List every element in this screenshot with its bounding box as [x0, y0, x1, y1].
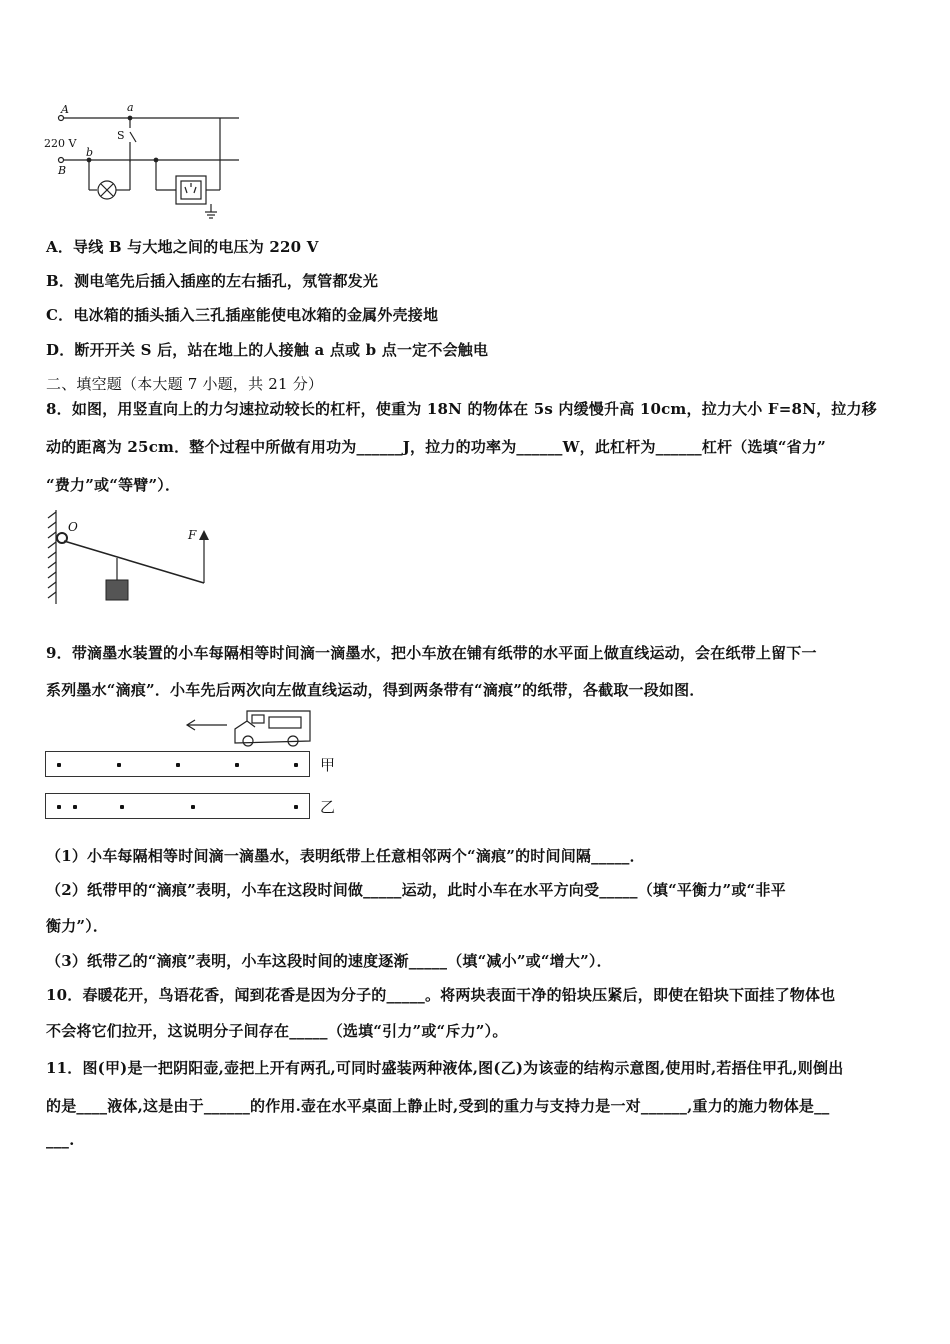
- drip-mark: [235, 763, 239, 767]
- drip-mark: [57, 805, 61, 809]
- q8-line-2: 动的距离为 25cm．整个过程中所做有用功为______J，拉力的功率为______W，此杠杆为______杠杆（选填“省力”: [46, 438, 826, 456]
- circuit-diagram: [44, 100, 244, 220]
- q9-sub-2b: 衡力”）．: [46, 917, 109, 935]
- tape-yi: [45, 793, 310, 819]
- label-F: F: [188, 528, 197, 542]
- drip-mark: [57, 763, 61, 767]
- label-voltage: 220 V: [44, 137, 77, 150]
- tape-yi-label: 乙: [320, 798, 336, 816]
- q9-sub-1: （1）小车每隔相等时间滴一滴墨水，表明纸带上任意相邻两个“滴痕”的时间间隔_____．: [46, 847, 645, 865]
- drip-mark: [191, 805, 195, 809]
- label-S: S: [117, 129, 125, 142]
- label-O: O: [68, 520, 78, 534]
- q7-option-b: B．测电笔先后插入插座的左右插孔，氖管都发光: [46, 272, 379, 290]
- q7-option-d: D．断开开关 S 后，站在地上的人接触 a 点或 b 点一定不会触电: [46, 341, 489, 359]
- q7-option-a: A．导线 B 与大地之间的电压为 220 V: [46, 238, 319, 256]
- label-a: a: [127, 101, 134, 114]
- circuit-drawing: [44, 100, 244, 220]
- drip-mark: [176, 763, 180, 767]
- q11-line-1: 11．图(甲)是一把阴阳壶,壶把上开有两孔,可同时盛装两种液体,图(乙)为该壶的结构示意图,使用时,若捂住甲孔,则倒出: [46, 1059, 844, 1077]
- q7-option-c: C．电冰箱的插头插入三孔插座能使电冰箱的金属外壳接地: [46, 306, 439, 324]
- q8-line-1: 8．如图，用竖直向上的力匀速拉动较长的杠杆，使重为 18N 的物体在 5s 内缓慢升高 10cm，拉力大小 F=8N，拉力移: [46, 400, 877, 418]
- drip-mark: [73, 805, 77, 809]
- q9-line-1: 9．带滴墨水装置的小车每隔相等时间滴一滴墨水，把小车放在铺有纸带的水平面上做直线运动，会在纸带上留下一: [46, 644, 817, 662]
- drip-mark: [294, 805, 298, 809]
- q11-line-2: 的是____液体,这是由于______的作用.壶在水平桌面上静止时,受到的重力与支持力是一对______,重力的施力物体是__: [46, 1097, 830, 1115]
- lever-figure: [44, 508, 219, 608]
- tape-jia: [45, 751, 310, 777]
- label-b: b: [86, 146, 94, 159]
- q8-line-3: “费力”或“等臂”）．: [46, 476, 181, 494]
- q9-sub-3: （3）纸带乙的“滴痕”表明，小车这段时间的速度逐渐_____（填“减小”或“增大”）．: [46, 952, 612, 970]
- cart-drawing: [185, 705, 315, 749]
- drip-mark: [120, 805, 124, 809]
- q9-sub-2a: （2）纸带甲的“滴痕”表明，小车在这段时间做_____运动，此时小车在水平方向受_____（填“平衡力”或“非平: [46, 881, 786, 899]
- label-A: A: [61, 103, 69, 116]
- label-B: B: [58, 164, 67, 177]
- cart-figure: [185, 705, 315, 749]
- drip-mark: [294, 763, 298, 767]
- q11-line-3: ___.: [46, 1131, 75, 1149]
- q9-line-2: 系列墨水“滴痕”．小车先后两次向左做直线运动，得到两条带有“滴痕”的纸带，各截取一段如图．: [46, 681, 705, 699]
- tape-jia-label: 甲: [320, 756, 336, 774]
- q10-line-1: 10．春暖花开，鸟语花香，闻到花香是因为分子的_____。将两块表面干净的铅块压紧后，即使在铅块下面挂了物体也: [46, 986, 836, 1004]
- drip-mark: [117, 763, 121, 767]
- q10-line-2: 不会将它们拉开，这说明分子间存在_____（选填“引力”或“斥力”）。: [46, 1022, 508, 1040]
- section-heading: 二、填空题（本大题 7 小题，共 21 分）: [46, 375, 324, 393]
